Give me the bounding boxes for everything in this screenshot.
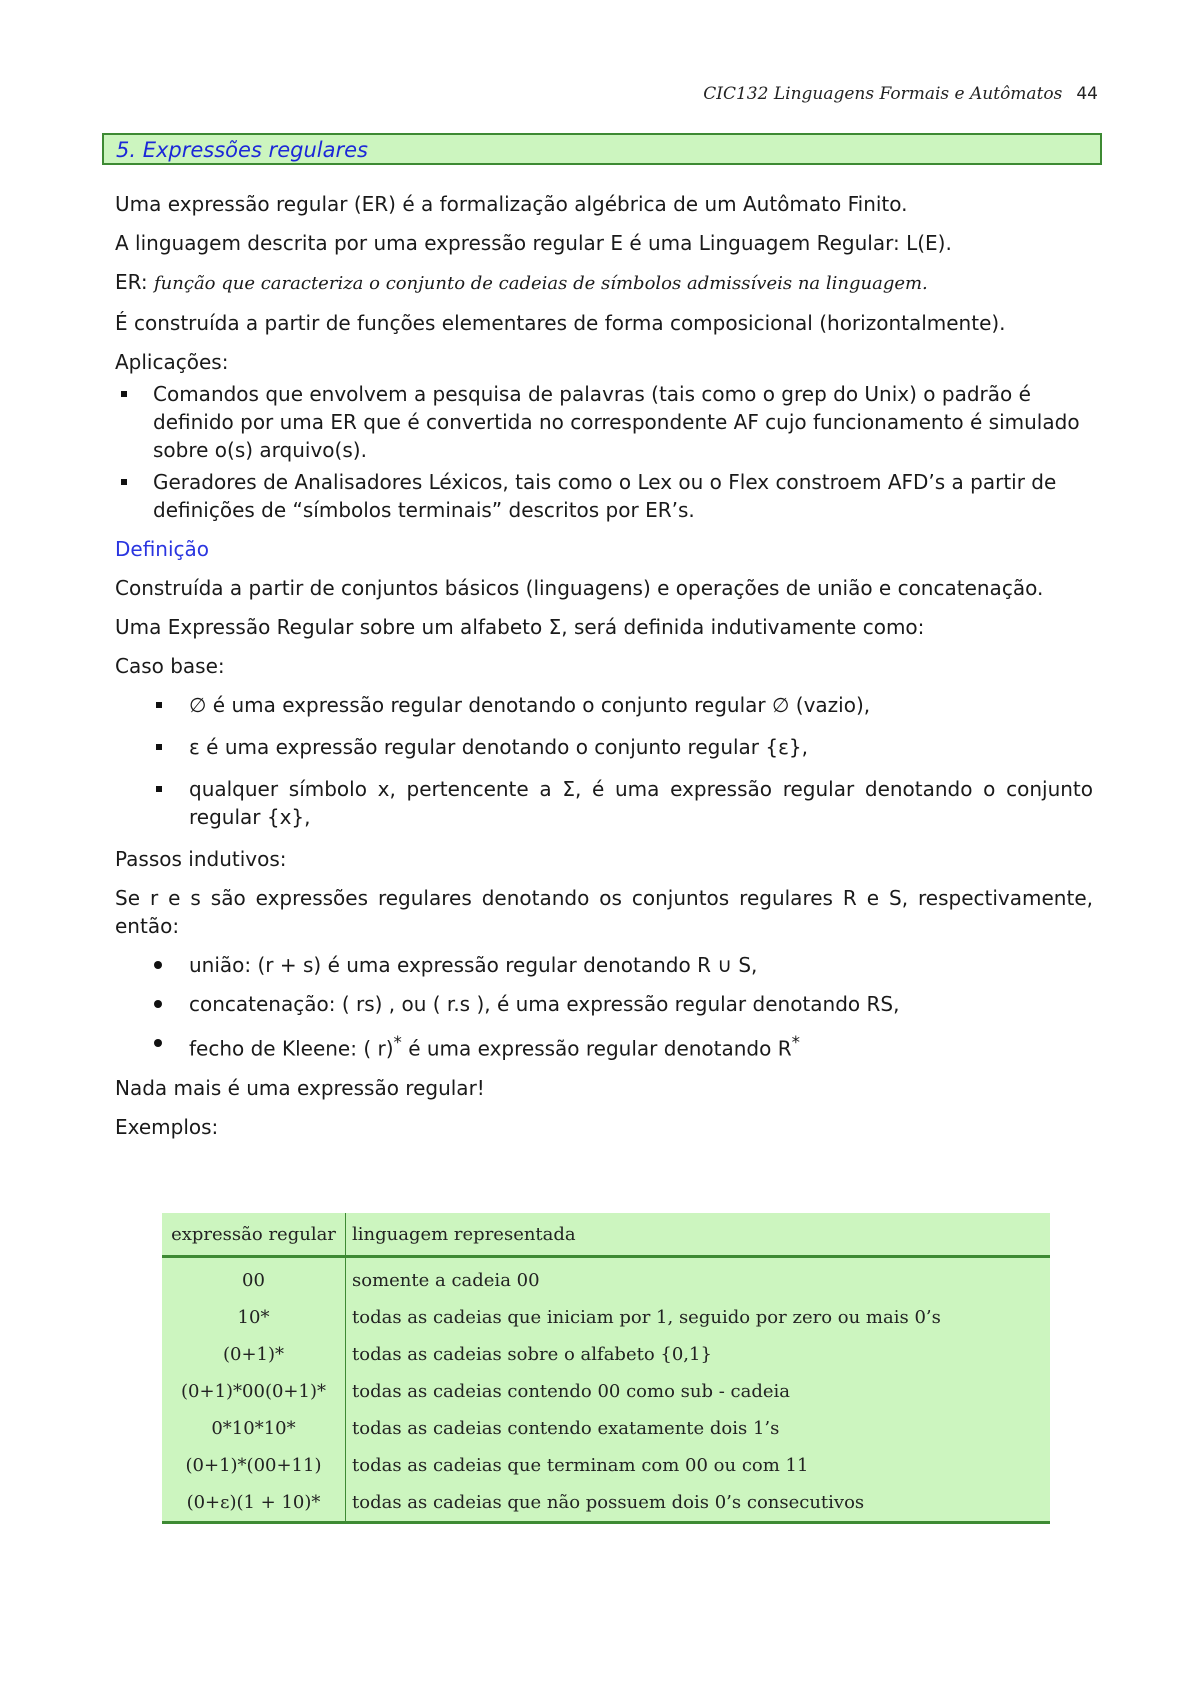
- list-item: Geradores de Analisadores Léxicos, tais como o Lex ou o Flex constroem AFD’s a partir de definições de “símbolos terminais” descritos por ER’s.: [115, 468, 1093, 524]
- page-number: 44: [1076, 84, 1098, 104]
- applications-list: [115, 380, 1093, 524]
- table-row: [162, 1336, 1050, 1373]
- base-case-list: [115, 691, 1093, 831]
- column-header-expression: expressão regular: [162, 1213, 346, 1257]
- list-item: união: (r + s) é uma expressão regular denotando R ∪ S,: [115, 951, 1093, 979]
- inductive-list: [115, 951, 1093, 1063]
- definition-heading: Definição: [115, 537, 210, 561]
- expression-cell: 0*10*10*: [162, 1410, 346, 1447]
- expression-cell: (0+ε)(1 + 10)*: [162, 1484, 346, 1523]
- section-title: 5. Expressões regulares: [116, 138, 368, 162]
- language-cell: todas as cadeias que não possuem dois 0’s consecutivos: [352, 1492, 865, 1513]
- list-item: [115, 1029, 1093, 1063]
- table-row: [162, 1447, 1050, 1484]
- definition-paragraph-2: Uma Expressão Regular sobre um alfabeto Σ, será definida indutivamente como:: [115, 615, 925, 639]
- kleene-prefix: fecho de Kleene: ( r): [189, 1036, 394, 1061]
- inductive-intro: Se r e s são expressões regulares denotando os conjuntos regulares R e S, respectivamente, então:: [115, 886, 1093, 938]
- list-item: concatenação: ( rs) , ou ( r.s ), é uma expressão regular denotando RS,: [115, 990, 1093, 1018]
- table-row: [162, 1257, 1050, 1300]
- language-cell: todas as cadeias contendo exatamente dois 1’s: [352, 1418, 780, 1439]
- list-item: Comandos que envolvem a pesquisa de palavras (tais como o grep do Unix) o padrão é definido por uma ER que é convertida no correspondente AF cujo funcionamento é simulado sobre o(s) arquivo(s).: [115, 380, 1093, 464]
- kleene-middle: é uma expressão regular denotando R: [401, 1036, 792, 1061]
- base-case-heading: Caso base:: [115, 654, 225, 678]
- running-header: [703, 84, 1098, 104]
- er-definition-text: função que caracteriza o conjunto de cadeias de símbolos admissíveis na linguagem.: [154, 273, 928, 294]
- expression-cell: (0+1)*(00+11): [162, 1447, 346, 1484]
- main-content: [115, 190, 1093, 1152]
- expression-cell: (0+1)*00(0+1)*: [162, 1373, 346, 1410]
- language-cell: todas as cadeias que iniciam por 1, seguido por zero ou mais 0’s: [352, 1307, 941, 1328]
- intro-paragraph-1: Uma expressão regular (ER) é a formalização algébrica de um Autômato Finito.: [115, 192, 908, 216]
- list-item: qualquer símbolo x, pertencente a Σ, é uma expressão regular denotando o conjunto regular {x},: [115, 775, 1093, 831]
- table-row: [162, 1299, 1050, 1336]
- inductive-heading: Passos indutivos:: [115, 847, 287, 871]
- language-cell: todas as cadeias sobre o alfabeto {0,1}: [352, 1344, 712, 1365]
- table-row: [162, 1484, 1050, 1523]
- table-header-row: [162, 1213, 1050, 1257]
- er-label: ER:: [115, 270, 155, 294]
- expression-cell: (0+1)*: [162, 1336, 346, 1373]
- expression-cell: 10*: [162, 1299, 346, 1336]
- table-row: [162, 1373, 1050, 1410]
- closing-remark: Nada mais é uma expressão regular!: [115, 1075, 485, 1100]
- course-title: CIC132 Linguagens Formais e Autômatos: [703, 84, 1063, 104]
- intro-paragraph-2: A linguagem descrita por uma expressão regular E é uma Linguagem Regular: L(E).: [115, 231, 952, 255]
- intro-paragraph-4: É construída a partir de funções elementares de forma composicional (horizontalmente).: [115, 311, 1006, 335]
- kleene-star: *: [393, 1033, 402, 1052]
- language-cell: todas as cadeias contendo 00 como sub - cadeia: [352, 1381, 791, 1402]
- list-item: ∅ é uma expressão regular denotando o conjunto regular ∅ (vazio),: [115, 691, 1093, 719]
- examples-heading: Exemplos:: [115, 1114, 219, 1139]
- er-definition-line: [115, 268, 1093, 298]
- table-row: [162, 1410, 1050, 1447]
- definition-paragraph-1: Construída a partir de conjuntos básicos (linguagens) e operações de união e concatenação.: [115, 576, 1044, 600]
- kleene-star: *: [791, 1033, 800, 1052]
- language-cell: todas as cadeias que terminam com 00 ou com 11: [352, 1455, 809, 1476]
- list-item: ε é uma expressão regular denotando o conjunto regular {ε},: [115, 733, 1093, 761]
- column-header-language: linguagem representada: [352, 1223, 576, 1245]
- examples-table: [162, 1213, 1050, 1524]
- applications-heading: Aplicações:: [115, 350, 229, 374]
- language-cell: somente a cadeia 00: [352, 1270, 540, 1291]
- expression-cell: 00: [162, 1257, 346, 1300]
- section-title-box: [102, 133, 1102, 165]
